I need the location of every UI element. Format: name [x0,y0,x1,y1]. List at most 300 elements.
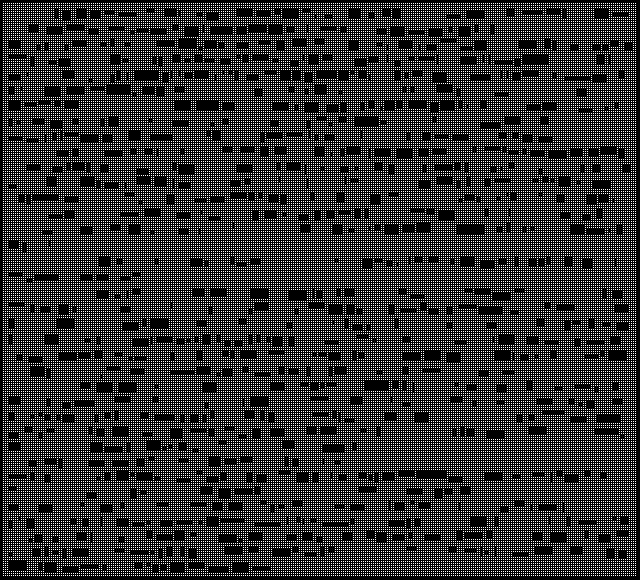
word-blob [393,9,401,19]
word-blob [402,336,410,343]
word-blob [334,460,340,465]
word-blob [576,180,580,185]
word-blob [418,44,421,51]
word-blob [321,382,324,389]
word-blob [81,134,98,143]
word-blob [224,459,237,464]
word-blob [39,433,42,438]
word-blob [57,414,61,421]
word-blob [534,355,538,359]
word-blob [237,262,246,266]
word-blob [35,275,59,280]
word-blob [310,519,316,523]
word-blob [153,564,159,573]
word-blob [302,518,305,524]
word-blob [349,40,359,50]
word-blob [341,102,347,112]
word-blob [403,403,411,407]
word-blob [39,412,42,416]
word-blob [351,70,355,75]
word-blob [204,41,216,49]
word-blob [172,55,180,63]
word-blob [28,357,42,362]
word-blob [114,548,125,553]
word-blob [41,306,51,312]
word-blob [33,548,41,556]
word-blob [151,550,155,555]
text-line [9,471,630,483]
word-blob [500,71,503,79]
word-blob [179,165,195,174]
word-blob [292,501,302,506]
word-blob [287,535,297,541]
word-blob [220,473,226,480]
word-blob [170,303,173,309]
word-blob [498,132,507,139]
word-blob [616,322,628,330]
word-blob [170,562,184,572]
word-blob [140,413,149,418]
word-blob [278,471,290,475]
word-blob [121,306,130,313]
word-blob [273,336,282,346]
word-blob [59,352,77,360]
word-blob [523,227,527,232]
word-blob [595,386,598,392]
word-blob [248,193,254,201]
word-blob [491,25,494,35]
word-blob [184,72,192,79]
word-blob [308,131,311,139]
word-blob [580,164,584,172]
word-blob [48,241,51,246]
word-blob [216,334,220,343]
word-blob [219,441,227,445]
word-blob [528,427,546,434]
word-blob [286,322,292,329]
word-blob [188,562,205,568]
word-blob [410,501,414,505]
word-blob [306,120,311,128]
word-blob [88,78,92,82]
word-blob [29,461,36,467]
word-blob [191,532,197,537]
word-blob [355,58,366,66]
text-line [9,208,622,220]
word-blob [386,260,392,267]
word-blob [134,563,143,568]
word-blob [9,413,14,420]
text-line [9,162,630,174]
word-blob [486,323,496,329]
word-blob [89,28,99,34]
word-blob [273,549,290,556]
word-blob [359,353,364,358]
word-blob [147,531,152,539]
word-blob [304,165,307,174]
word-blob [230,193,246,199]
word-blob [329,547,335,553]
word-blob [260,501,266,505]
word-blob [130,368,144,374]
word-blob [176,213,190,218]
word-blob [288,290,306,300]
word-blob [200,211,203,215]
word-blob [119,536,125,542]
word-blob [368,149,371,158]
word-blob [592,164,600,173]
word-blob [9,55,26,59]
text-line [9,516,628,528]
word-blob [73,162,84,170]
word-blob [74,401,95,407]
word-blob [178,183,190,188]
word-blob [44,415,50,420]
word-blob [415,257,422,263]
word-blob [396,149,412,158]
word-blob [296,472,309,482]
word-blob [528,259,536,266]
word-blob [90,87,104,91]
word-blob [82,519,89,527]
word-blob [375,258,382,262]
word-blob [402,353,420,361]
word-blob [406,488,422,495]
word-blob [475,289,491,294]
word-blob [392,381,399,388]
word-blob [361,428,367,432]
word-blob [136,28,149,32]
word-blob [321,26,337,31]
word-blob [120,502,124,509]
word-blob [482,54,485,63]
word-blob [111,39,114,46]
word-blob [329,305,343,314]
word-blob [323,55,332,61]
word-blob [113,460,129,467]
word-blob [614,259,617,266]
word-blob [257,474,267,482]
text-line [9,85,590,97]
word-blob [9,487,17,491]
word-blob [133,273,140,277]
word-blob [377,28,387,34]
word-blob [320,426,337,435]
word-blob [399,41,413,49]
word-blob [196,12,202,17]
word-blob [282,213,287,217]
word-blob [81,226,93,234]
word-blob [57,150,68,157]
word-blob [561,212,571,218]
word-blob [147,8,154,12]
word-blob [286,162,300,171]
word-blob [76,532,86,541]
word-blob [85,339,91,343]
word-blob [277,41,284,50]
word-blob [488,54,491,64]
word-blob [320,166,324,171]
word-blob [9,335,12,344]
word-blob [220,58,231,65]
word-blob [587,340,604,345]
word-blob [332,225,342,234]
word-blob [375,148,391,157]
word-blob [213,131,221,140]
word-blob [298,214,309,220]
word-blob [597,209,602,219]
word-blob [149,118,153,123]
word-blob [613,399,623,404]
word-blob [42,230,52,234]
word-blob [470,74,490,80]
word-blob [533,473,544,477]
word-blob [128,224,140,234]
word-blob [612,382,618,391]
word-blob [553,72,556,79]
word-blob [478,307,502,314]
word-blob [428,308,438,315]
word-blob [584,354,598,358]
word-blob [153,56,156,65]
word-blob [81,382,91,389]
word-blob [547,8,561,15]
word-blob [199,520,203,524]
word-blob [126,291,129,298]
word-blob [217,372,220,376]
word-blob [336,289,341,296]
word-blob [254,372,271,377]
word-blob [157,534,173,541]
text-line [9,426,630,438]
word-blob [513,133,518,139]
word-blob [451,258,455,264]
word-blob [287,132,303,137]
word-blob [57,318,75,328]
text-line [9,272,143,284]
word-blob [458,198,462,202]
word-blob [576,89,586,97]
word-blob [304,552,316,557]
word-blob [224,427,235,431]
word-blob [200,487,213,494]
word-blob [173,162,177,171]
text-line [9,70,626,82]
word-blob [254,303,268,311]
word-blob [270,428,284,436]
word-blob [206,131,211,137]
word-blob [63,567,78,572]
word-blob [23,243,26,252]
word-blob [550,351,556,359]
word-blob [551,179,554,183]
word-blob [225,341,230,346]
word-blob [288,336,295,346]
word-blob [222,351,228,357]
word-blob [619,149,625,158]
word-blob [508,208,511,217]
word-blob [126,443,130,453]
word-blob [494,547,497,556]
text-line [9,501,572,513]
word-blob [420,303,426,311]
word-blob [236,43,248,48]
word-blob [621,517,628,525]
word-blob [131,472,134,476]
word-blob [304,89,308,95]
word-blob [302,9,311,13]
word-blob [73,549,89,557]
word-blob [9,185,17,189]
word-blob [29,24,38,33]
word-blob [176,339,184,344]
word-blob [504,116,520,124]
word-blob [542,177,549,182]
word-blob [170,70,173,79]
word-blob [211,26,233,35]
word-blob [603,289,606,299]
word-blob [96,429,104,437]
word-blob [353,442,356,451]
word-blob [241,146,255,153]
word-blob [150,337,153,344]
word-blob [329,123,333,127]
word-blob [67,163,70,171]
word-blob [408,257,411,265]
word-blob [154,476,161,481]
word-blob [551,533,566,542]
word-blob [619,551,627,558]
word-blob [76,9,87,19]
word-blob [506,70,509,78]
word-blob [449,547,457,552]
word-blob [411,295,425,299]
word-blob [179,458,189,463]
word-blob [187,338,190,343]
word-blob [484,178,490,186]
word-blob [496,384,507,393]
word-blob [94,350,103,358]
word-blob [322,444,344,453]
word-blob [135,356,146,361]
word-blob [398,288,407,294]
word-blob [50,120,63,128]
word-blob [403,86,406,92]
word-blob [55,9,59,18]
word-blob [212,503,223,511]
word-blob [181,149,184,155]
word-blob [293,39,306,47]
word-blob [609,351,626,360]
word-blob [289,368,299,374]
word-blob [165,9,176,17]
word-blob [36,44,40,51]
word-blob [354,166,358,170]
word-blob [586,194,596,204]
word-blob [450,396,463,403]
word-blob [272,58,279,62]
word-blob [417,223,431,233]
word-blob [9,272,23,277]
word-blob [415,519,420,527]
word-blob [270,121,278,127]
text-line [55,8,628,20]
word-blob [144,209,161,217]
word-blob [343,533,353,541]
word-blob [256,10,271,16]
word-blob [413,71,422,76]
word-blob [250,258,261,264]
word-blob [114,295,121,299]
word-blob [208,457,220,466]
word-blob [46,177,56,186]
word-blob [497,226,503,232]
word-blob [156,148,159,157]
word-blob [405,73,408,79]
word-blob [305,73,313,82]
word-blob [154,259,158,265]
word-blob [89,460,105,466]
word-blob [522,55,548,65]
word-blob [395,61,401,66]
word-blob [466,384,477,391]
word-blob [161,564,166,570]
word-blob [553,40,557,50]
word-blob [312,352,317,356]
word-blob [196,351,202,361]
word-blob [63,71,74,79]
word-blob [9,74,20,80]
word-blob [588,149,598,156]
word-blob [565,257,573,266]
word-blob [498,259,507,265]
word-blob [338,71,349,81]
word-blob [367,531,374,539]
text-line [9,350,626,362]
word-blob [101,505,112,513]
word-blob [314,85,326,95]
word-blob [269,24,283,34]
word-blob [543,103,557,111]
word-blob [522,10,542,15]
word-blob [252,428,260,438]
word-blob [65,132,78,137]
word-blob [73,307,76,312]
word-blob [537,319,545,326]
word-blob [126,73,129,81]
word-blob [353,350,357,360]
word-blob [603,44,608,51]
word-blob [130,149,137,155]
word-blob [570,149,582,157]
word-blob [178,70,181,77]
word-blob [19,195,24,202]
word-blob [317,537,322,542]
word-blob [436,85,453,93]
word-blob [207,517,219,527]
word-blob [229,502,243,511]
word-blob [455,163,461,170]
word-blob [523,134,533,143]
word-blob [151,231,155,235]
word-blob [163,72,168,82]
word-blob [297,516,300,522]
word-blob [455,340,466,345]
word-blob [512,552,529,556]
word-blob [612,290,622,298]
word-blob [578,521,596,525]
word-blob [45,563,57,572]
